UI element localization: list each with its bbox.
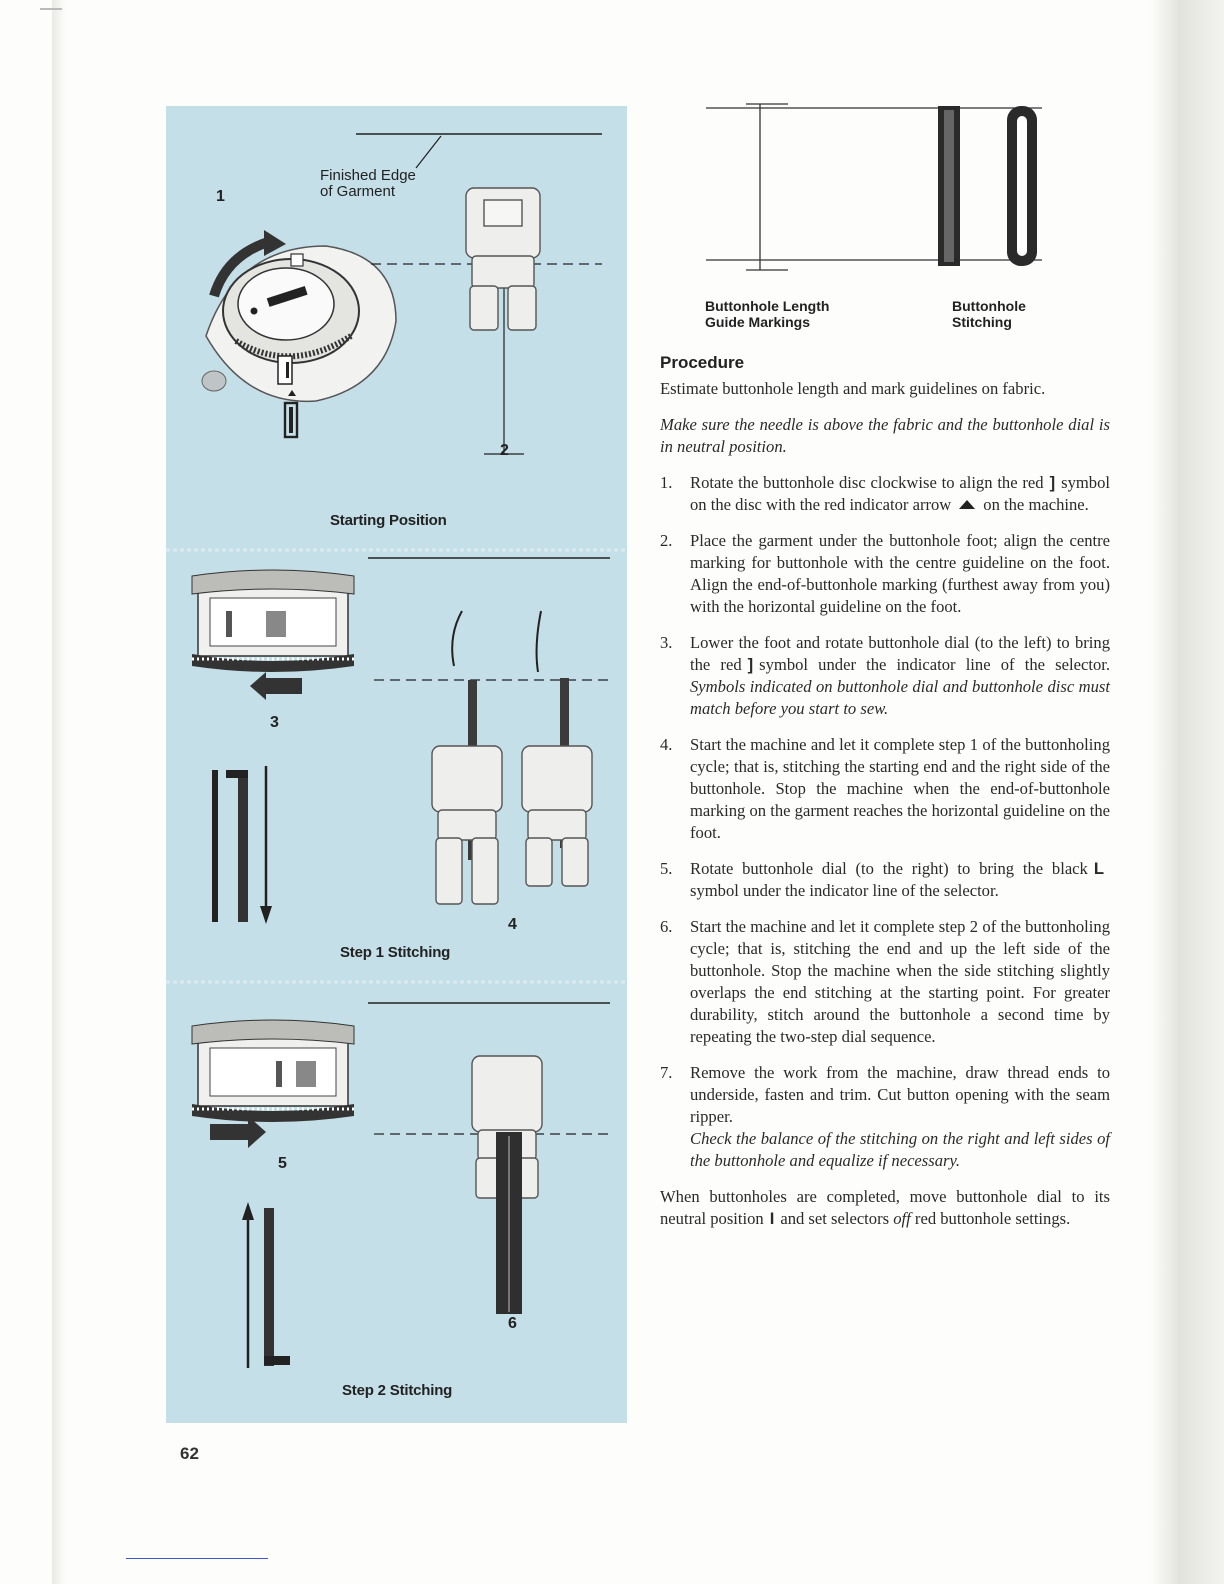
selector-dial-drawing-1 (192, 570, 354, 700)
buttonhole-stitching-label-line1: Buttonhole (952, 298, 1026, 314)
step-number: 4. (660, 735, 673, 754)
step-text: Lower the foot and rotate buttonhole dial (to the left) to bring the red (690, 633, 1110, 674)
presser-foot-2 (432, 746, 502, 904)
step-italic-note: Check the balance of the stitching on the right and left sides of the buttonhole and equalize if necessary. (690, 1129, 1110, 1170)
step-text: Start the machine and let it complete step 2 of the buttonholing cycle; that is, stitching the end and up the left side of the buttonhole. Stop the machine when the side stitching slightly overlaps the end stitching at the starting point. For greater durability, stitch around the buttonhole a second time by repeating the two-step dial sequence. (690, 917, 1110, 1046)
buttonhole-disc-drawing (202, 230, 396, 437)
finished-edge-label-line2: of Garment (320, 183, 396, 200)
presser-foot-3 (522, 746, 592, 886)
caption-step1-stitching: Step 1 Stitching (340, 944, 451, 961)
illustration-panel (166, 106, 627, 1423)
step-6 (660, 916, 1110, 1048)
black-l-symbol: L (1093, 859, 1104, 878)
illustration-drawings (166, 106, 627, 1423)
scan-corner-mark (40, 8, 62, 10)
step-1 (660, 472, 1110, 516)
step-2 (660, 530, 1110, 618)
step1-symbol-drawing (212, 766, 272, 924)
finished-edge-label-line1: Finished Edge (320, 167, 416, 184)
step-text: symbol on the disc with the red indicator arrow (690, 473, 1110, 514)
figure-number-6: 6 (508, 1315, 517, 1332)
caption-starting-position: Starting Position (330, 512, 447, 529)
red-bracket-symbol: ] (1049, 473, 1056, 492)
step-text: symbol under the indicator line of the selector. (759, 655, 1110, 674)
step-5 (660, 858, 1110, 902)
procedure-intro: Estimate buttonhole length and mark guidelines on fabric. (660, 379, 1046, 398)
step-7 (660, 1062, 1110, 1172)
step-text: Start the machine and let it complete step 1 of the buttonholing cycle; that is, stitching the starting end and the right side of the buttonhole. Stop the machine when the end-of-buttonhole marking on the garment reaches the horizontal guideline on the foot. (690, 735, 1110, 842)
buttonhole-stitching-label (952, 298, 1026, 330)
step-text: symbol under the indicator line of the selector. (690, 881, 999, 900)
procedure-note: Make sure the needle is above the fabric and the buttonhole dial is in neutral position. (660, 415, 1110, 456)
neutral-symbol: I (769, 1209, 775, 1228)
red-bracket-symbol: ] (747, 655, 754, 674)
closing-text: When buttonholes are completed, move buttonhole dial to its neutral position (660, 1187, 1110, 1228)
closing-off-word: off (893, 1209, 911, 1228)
step-text: Place the garment under the buttonhole foot; align the centre marking for buttonhole with the centre guideline on the foot. Align the end-of-buttonhole marking (furthest away from you) with the horizontal guideline on the foot. (690, 531, 1110, 616)
guide-markings-label (705, 298, 829, 330)
step-text: Remove the work from the machine, draw thread ends to underside, fasten and trim. Cut button opening with the seam ripper. (690, 1063, 1110, 1126)
step2-symbol-drawing (242, 1202, 290, 1368)
procedure-steps (660, 472, 1110, 1172)
step-number: 6. (660, 917, 673, 936)
buttonhole-stitching-label-line2: Stitching (952, 314, 1012, 330)
finished-edge-pointer (416, 136, 441, 168)
figure-number-1: 1 (216, 188, 225, 205)
guide-markings-label-line2: Guide Markings (705, 314, 811, 330)
procedure-section (660, 352, 1110, 1244)
step-text: on the machine. (983, 495, 1089, 514)
figure-number-5: 5 (278, 1155, 287, 1172)
step-number: 3. (660, 633, 673, 652)
step-3 (660, 632, 1110, 720)
closing-text: and set selectors (780, 1209, 890, 1228)
guide-markings-label-line1: Buttonhole Length (705, 298, 830, 314)
page-right-edge-shadow (1150, 0, 1224, 1584)
step-italic-note: Symbols indicated on buttonhole dial and buttonhole disc must match before you start to sew. (690, 677, 1110, 718)
closing-text: red buttonhole settings. (914, 1209, 1071, 1228)
page-number: 62 (180, 1444, 199, 1463)
step-text: Rotate the buttonhole disc clockwise to align the red (690, 473, 1044, 492)
step-text: Rotate buttonhole dial (to the right) to bring the black (690, 859, 1088, 878)
step-number: 1. (660, 473, 673, 492)
step-number: 2. (660, 531, 673, 550)
step-number: 7. (660, 1063, 673, 1082)
buttonhole-length-diagram (700, 98, 1060, 278)
procedure-title: Procedure (660, 353, 745, 372)
step-4 (660, 734, 1110, 844)
selector-dial-drawing-2 (192, 1020, 354, 1148)
figure-number-3: 3 (270, 714, 279, 731)
page-left-edge-shadow (52, 0, 66, 1584)
step-number: 5. (660, 859, 673, 878)
presser-foot-1 (466, 188, 540, 330)
figure-number-4: 4 (508, 916, 517, 933)
closing-paragraph (660, 1186, 1110, 1230)
caption-step2-stitching: Step 2 Stitching (342, 1382, 453, 1399)
bottom-rule (126, 1558, 268, 1559)
finished-edge-label (320, 168, 416, 200)
figure-number-2: 2 (500, 442, 509, 459)
indicator-arrow-icon (959, 500, 975, 509)
